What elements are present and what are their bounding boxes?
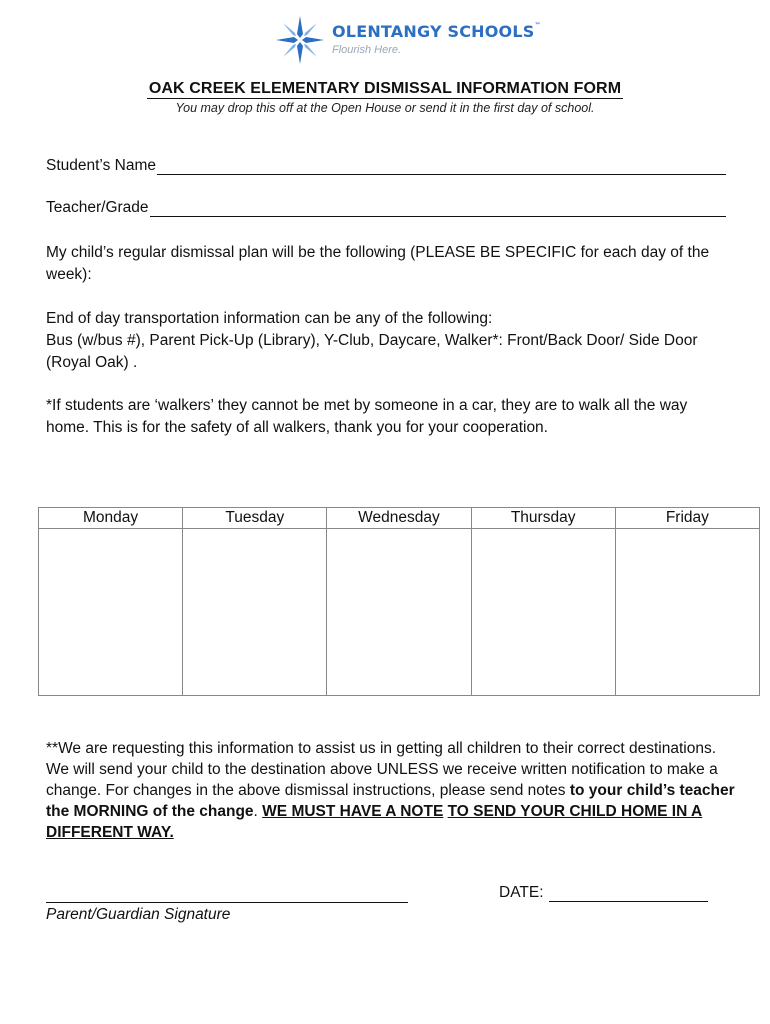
note-must-have-note: WE MUST HAVE A NOTE — [262, 803, 444, 820]
date-line[interactable] — [549, 887, 708, 902]
day-header-friday: Friday — [615, 508, 759, 529]
transportation-info — [46, 308, 731, 374]
change-request-note — [46, 738, 736, 843]
signature-line[interactable] — [46, 902, 408, 903]
form-title-row — [0, 80, 770, 98]
brand-text: OLENTANGY SCHOOLS — [332, 22, 535, 41]
star-logo-icon — [274, 14, 326, 66]
student-name-line[interactable] — [157, 160, 726, 175]
transportation-intro: End of day transportation information can be any of the following: — [46, 310, 493, 327]
note-separator: . — [253, 803, 263, 820]
trademark-mark: ™ — [534, 22, 541, 29]
student-name-label: Student’s Name — [46, 157, 156, 174]
student-name-field[interactable] — [46, 157, 726, 175]
wednesday-entry-cell[interactable] — [327, 529, 471, 696]
brand-tagline: Flourish Here. — [332, 44, 402, 56]
note-send-home-different: TO SEND YOUR CHILD HOME IN A DIFFERENT WAY. — [46, 803, 703, 841]
note-bold-text: to your child’s teacher the MORNING of the change — [46, 782, 735, 820]
day-header-wednesday: Wednesday — [327, 508, 471, 529]
table-header-row — [39, 508, 760, 529]
signature-label: Parent/Guardian Signature — [46, 906, 231, 923]
teacher-grade-field[interactable] — [46, 199, 726, 217]
form-subtitle: You may drop this off at the Open House or send it in the first day of school. — [175, 101, 595, 115]
thursday-entry-cell[interactable] — [471, 529, 615, 696]
table-entry-row — [39, 529, 760, 696]
day-header-monday: Monday — [39, 508, 183, 529]
date-field[interactable] — [499, 884, 708, 902]
brand-name — [332, 22, 541, 41]
form-title: OAK CREEK ELEMENTARY DISMISSAL INFORMATION FORM — [148, 80, 622, 97]
walker-note: *If students are ‘walkers’ they cannot be met by someone in a car, they are to walk all the way home. This is for the safety of all walkers, thank you for your cooperation. — [46, 397, 688, 436]
day-header-thursday: Thursday — [471, 508, 615, 529]
olentangy-logo — [274, 14, 541, 66]
teacher-grade-line[interactable] — [150, 202, 726, 217]
teacher-grade-label: Teacher/Grade — [46, 199, 149, 216]
tuesday-entry-cell[interactable] — [183, 529, 327, 696]
dismissal-plan-text: My child’s regular dismissal plan will be the following (PLEASE BE SPECIFIC for each day of the week): — [46, 244, 710, 283]
transportation-options: Bus (w/bus #), Parent Pick-Up (Library), Y-Club, Daycare, Walker*: Front/Back Door/ Side Door (Royal Oak) . — [46, 332, 698, 371]
day-header-tuesday: Tuesday — [183, 508, 327, 529]
weekly-dismissal-table — [38, 507, 760, 696]
date-label: DATE: — [499, 884, 544, 901]
monday-entry-cell[interactable] — [39, 529, 183, 696]
note-text: **We are requesting this information to assist us in getting all children to their correct destinations. We will send your child to the destination above UNLESS we receive written notification to make a change. For changes in the above dismissal instructions, please send notes — [46, 740, 718, 799]
friday-entry-cell[interactable] — [615, 529, 759, 696]
